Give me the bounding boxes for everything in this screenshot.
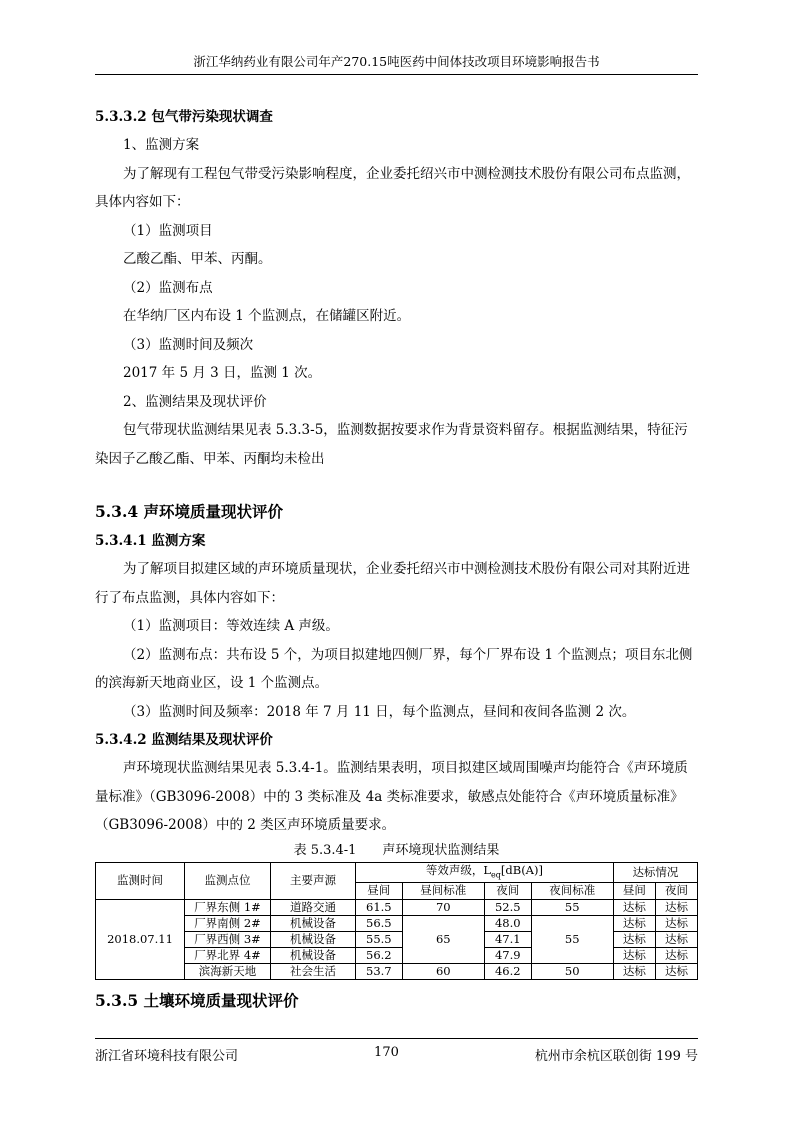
section-5342-title: 5.3.4.2 监测结果及现状评价 (95, 732, 273, 748)
cell-day: 55.5 (356, 931, 403, 947)
cell-day: 56.2 (356, 947, 403, 963)
col-header-source: 主要声源 (271, 862, 356, 899)
page-number: 170 (374, 1045, 399, 1060)
subheading-monitoring-plan: 1、监测方案 (123, 137, 200, 153)
page-footer (95, 1038, 698, 1064)
cell-night: 48.0 (484, 915, 531, 931)
cell-source: 社会生活 (271, 963, 356, 979)
noise-results-table (95, 862, 698, 980)
paragraph: 包气带现状监测结果见表 5.3.3-5，监测数据按要求作为背景资料留存。根据监测结果，特征污染因子乙酸乙酯、甲苯、丙酮均未检出 (95, 422, 688, 467)
cell-point: 厂界南侧 2# (185, 915, 271, 931)
cell-status-day: 达标 (613, 963, 655, 979)
section-5332-title: 5.3.3.2 包气带污染现状调查 (95, 109, 273, 125)
footer-address: 杭州市余杭区联创街 199 号 (534, 1049, 698, 1064)
table-row (96, 915, 698, 931)
section-534-title: 5.3.4 声环境质量现状评价 (95, 502, 284, 521)
list-item: （2）监测布点 (123, 279, 213, 296)
cell-source: 机械设备 (271, 915, 356, 931)
table-row (96, 899, 698, 915)
cell-night-std: 50 (531, 963, 613, 979)
cell-day-std: 60 (402, 963, 484, 979)
cell-night: 47.1 (484, 931, 531, 947)
cell-day: 53.7 (356, 963, 403, 979)
cell-status-day: 达标 (613, 899, 655, 915)
cell-source: 机械设备 (271, 947, 356, 963)
section-5341-title: 5.3.4.1 监测方案 (95, 533, 206, 549)
cell-date: 2018.07.11 (96, 899, 185, 979)
col-header-status-day: 昼间 (613, 882, 655, 899)
cell-night: 46.2 (484, 963, 531, 979)
paragraph: 为了解现有工程包气带受污染影响程度，企业委托绍兴市中测检测技术股份有限公司布点监测，具体内容如下： (95, 165, 690, 210)
paragraph: 为了解项目拟建区域的声环境质量现状，企业委托绍兴市中测检测技术股份有限公司对其附近进行了布点监测，具体内容如下： (95, 561, 690, 606)
cell-point: 厂界北界 4# (185, 947, 271, 963)
col-header-status-night: 夜间 (655, 882, 697, 899)
cell-night-std: 55 (531, 899, 613, 915)
page-header: 浙江华纳药业有限公司年产270.15吨医药中间体技改项目环境影响报告书 (95, 52, 698, 75)
col-header-night: 夜间 (484, 882, 531, 899)
cell-status-night: 达标 (655, 899, 697, 915)
list-item: （1）监测项目 (123, 222, 213, 239)
cell-status-night: 达标 (655, 963, 697, 979)
cell-day: 61.5 (356, 899, 403, 915)
cell-status-night: 达标 (655, 947, 697, 963)
cell-source: 道路交通 (271, 899, 356, 915)
cell-night: 52.5 (484, 899, 531, 915)
section-535-title: 5.3.5 土壤环境质量现状评价 (95, 990, 299, 1010)
col-header-day-std: 昼间标准 (402, 882, 484, 899)
table-row (96, 963, 698, 979)
cell-night-std: 55 (531, 915, 613, 963)
table-caption: 表 5.3.4-1 声环境现状监测结果 (293, 842, 500, 858)
col-header-status: 达标情况 (613, 862, 697, 882)
list-item: （2）监测布点：共布设 5 个，为项目拟建地四侧厂界，每个厂界布设 1 个监测点；项目东北侧的滨海新天地商业区，设 1 个监测点。 (95, 646, 693, 691)
cell-night: 47.9 (484, 947, 531, 963)
footer-company: 浙江省环境科技有限公司 (95, 1049, 239, 1064)
col-header-time: 监测时间 (96, 862, 185, 899)
subheading-results: 2、监测结果及现状评价 (123, 393, 267, 410)
cell-status-day: 达标 (613, 915, 655, 931)
list-value: 在华纳厂区内布设 1 个监测点，在储罐区附近。 (123, 308, 411, 324)
cell-point: 滨海新天地 (185, 963, 271, 979)
col-header-leq: 等效声级，$L_{eq}[dB(A)]$ (356, 862, 614, 882)
cell-status-night: 达标 (655, 915, 697, 931)
cell-day: 56.5 (356, 915, 403, 931)
col-header-day: 昼间 (356, 882, 403, 899)
cell-day-std: 70 (402, 899, 484, 915)
cell-point: 厂界东侧 1# (185, 899, 271, 915)
cell-point: 厂界西侧 3# (185, 931, 271, 947)
col-header-night-std: 夜间标准 (531, 882, 613, 899)
cell-status-day: 达标 (613, 931, 655, 947)
cell-day-std: 65 (402, 915, 484, 963)
cell-status-day: 达标 (613, 947, 655, 963)
col-header-point: 监测点位 (185, 862, 271, 899)
list-item: （1）监测项目：等效连续 A 声级。 (123, 618, 339, 634)
list-value: 乙酸乙酯、甲苯、丙酮。 (123, 251, 272, 267)
list-item: （3）监测时间及频次 (123, 336, 254, 353)
cell-source: 机械设备 (271, 931, 356, 947)
paragraph: 声环境现状监测结果见表 5.3.4-1。监测结果表明，项目拟建区域周围噪声均能符合《声环境质量标准》（GB3096-2008）中的 3 类标准及 4a 类标准要求，敏感点处能符合《声环境质量标准》（GB3096-2008）中的 2 类区声环境质量要求。 (95, 760, 688, 833)
cell-status-night: 达标 (655, 931, 697, 947)
list-value: 2017 年 5 月 3 日，监测 1 次。 (123, 365, 322, 381)
list-item: （3）监测时间及频率：2018 年 7 月 11 日，每个监测点，昼间和夜间各监测 2 次。 (123, 703, 636, 720)
page-body (95, 103, 698, 1016)
